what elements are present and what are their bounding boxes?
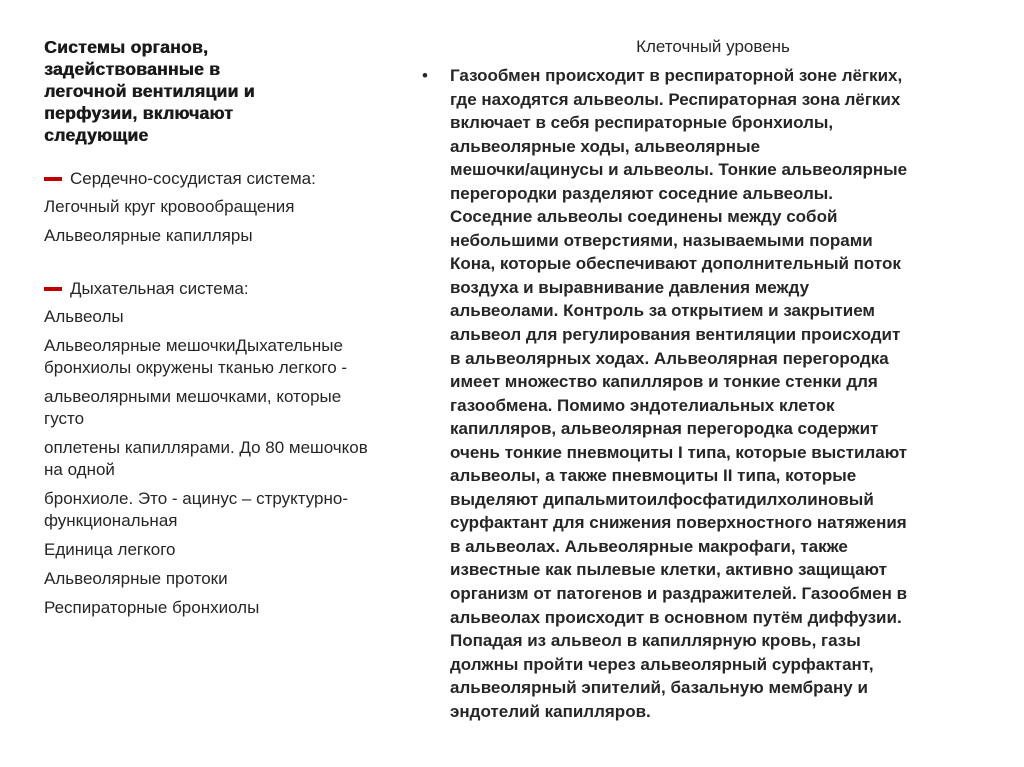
heading-line: задействованные в — [44, 59, 221, 79]
paragraph-line: имеет множество капилляров и тонкие стенки для — [450, 372, 878, 392]
paragraph-line: в альвеолярных ходах. Альвеолярная перегородка — [450, 348, 889, 368]
paragraph-line: выделяют дипальмитоилфосфатидилхолиновый — [450, 489, 874, 509]
right-column — [416, 36, 996, 723]
respiratory-system-title — [44, 278, 384, 300]
heading-line: Системы органов, — [44, 37, 209, 57]
paragraph-line: небольшими отверстиями, называемыми порами — [450, 230, 873, 250]
paragraph-line: сурфактант для снижения поверхностного натяжения — [450, 513, 907, 533]
red-dash-marker — [44, 177, 62, 181]
paragraph-line: Кона, которые обеспечивают дополнительный поток — [450, 254, 901, 274]
section-heading — [44, 36, 384, 146]
paragraph-line: мешочки/ацинусы и альвеолы. Тонкие альвеолярные — [450, 160, 908, 180]
cardio-system-title — [44, 168, 384, 190]
paragraph-line: Соседние альвеолы соединены между собой — [450, 207, 838, 227]
list-item: Альвеолярные капилляры — [44, 226, 253, 245]
paragraph-line: альвеолы, а также пневмоциты II типа, которые — [450, 466, 857, 486]
gas-exchange-paragraph — [450, 64, 907, 723]
paragraph-line: должны пройти через альвеолярный сурфактант, — [450, 654, 874, 674]
paragraph-line: Газообмен происходит в респираторной зоне лёгких, — [450, 66, 903, 85]
list-item: оплетены капиллярами. До 80 мешочков на одной — [44, 438, 368, 479]
list-item: Альвеолы — [44, 307, 124, 326]
paragraph-line: воздуха и выравнивание давления между — [450, 277, 810, 297]
left-column — [44, 36, 384, 626]
paragraph-line: где находятся альвеолы. Респираторная зона лёгких — [450, 89, 901, 109]
red-dash-marker — [44, 287, 62, 291]
paragraph-line: известные как пылевые клетки, активно защищают — [450, 560, 887, 580]
list-item: Альвеолярные протоки — [44, 569, 228, 588]
list-item: Единица легкого — [44, 540, 176, 559]
heading-line: легочной вентиляции и — [44, 81, 255, 101]
cardio-system-label: Сердечно-сосудистая система: — [70, 169, 316, 188]
paragraph-line: альвеолами. Контроль за открытием и закрытием — [450, 301, 875, 321]
cellular-level-title: Клеточный уровень — [636, 37, 790, 56]
paragraph-line: альвеолярные ходы, альвеолярные — [450, 136, 761, 156]
paragraph-line: капилляров, альвеолярная перегородка содержит — [450, 419, 879, 439]
heading-line: следующие — [44, 125, 149, 145]
paragraph-line: альвеол для регулирования вентиляции происходит — [450, 325, 901, 345]
list-item: бронхиоле. Это - ацинус – структурно-функциональная — [44, 489, 349, 530]
paragraph-line: Попадая из альвеол в капиллярную кровь, газы — [450, 631, 861, 651]
list-item: Легочный круг кровообращения — [44, 197, 295, 216]
list-item: Респираторные бронхиолы — [44, 598, 260, 617]
paragraph-line: газообмена. Помимо эндотелиальных клеток — [450, 395, 835, 415]
paragraph-line: в альвеолах. Альвеолярные макрофаги, также — [450, 536, 848, 556]
paragraph-line: перегородки разделяют соседние альвеолы. — [450, 183, 834, 203]
respiratory-system-label: Дыхательная система: — [70, 279, 249, 298]
paragraph-line: очень тонкие пневмоциты I типа, которые выстилают — [450, 442, 908, 462]
bullet-icon: • — [422, 66, 428, 85]
heading-line: перфузии, включают — [44, 103, 234, 123]
list-item: альвеолярными мешочками, которые густо — [44, 387, 342, 428]
paragraph-line: эндотелий капилляров. — [450, 701, 651, 721]
paragraph-line: альвеолярный эпителий, базальную мембрану и — [450, 678, 868, 698]
paragraph-line: альвеолах происходит в основном путём диффузии. — [450, 607, 902, 627]
list-item: Альвеолярные мешочкиДыхательные бронхиолы окружены тканью легкого - — [44, 336, 348, 377]
paragraph-line: включает в себя респираторные бронхиолы, — [450, 113, 834, 133]
paragraph-line: организм от патогенов и раздражителей. Газообмен в — [450, 584, 908, 604]
bullet-paragraph — [416, 64, 996, 723]
